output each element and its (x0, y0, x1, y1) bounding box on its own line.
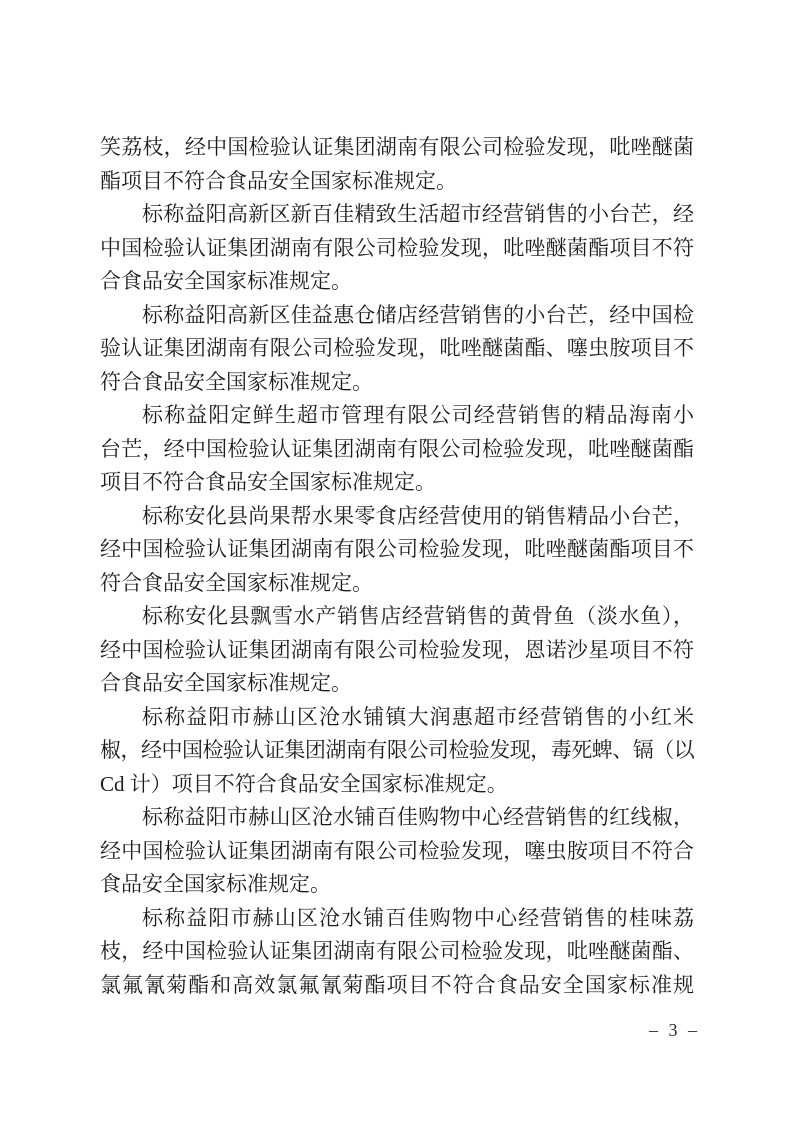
text-line: 标称益阳定鲜生超市管理有限公司经营销售的精品海南小 (142, 403, 694, 427)
text-line: 标称安化县飘雪水产销售店经营销售的黄骨鱼（淡水鱼）， (142, 604, 694, 628)
text-line: 合食品安全国家标准规定。 (100, 269, 352, 293)
text-line: 中国检验认证集团湖南有限公司检验发现，吡唑醚菌酯项目不符 (100, 235, 694, 260)
text-line: 经中国检验认证集团湖南有限公司检验发现，吡唑醚菌酯项目不 (100, 537, 694, 561)
text-line: 酯项目不符合食品安全国家标准规定。 (100, 168, 457, 193)
text-line: 枝，经中国检验认证集团湖南有限公司检验发现，吡唑醚菌酯、 (100, 939, 694, 963)
text-line: 符合食品安全国家标准规定。 (100, 570, 373, 595)
text-line: 验认证集团湖南有限公司检验发现，吡唑醚菌酯、噻虫胺项目不 (100, 336, 694, 360)
page-number: – 3 – (649, 1020, 700, 1040)
text-line: 标称益阳高新区佳益惠仓储店经营销售的小台芒，经中国检 (142, 302, 694, 327)
text-line: 椒，经中国检验认证集团湖南有限公司检验发现，毒死蜱、镉（以 (100, 738, 694, 762)
text-line: 氯氟氰菊酯和高效氯氟氰菊酯项目不符合食品安全国家标准规 (100, 972, 694, 997)
text-line: 项目不符合食品安全国家标准规定。 (100, 470, 436, 494)
text-line: 标称益阳市赫山区沧水铺百佳购物中心经营销售的桂味荔 (142, 905, 694, 930)
text-line: 标称益阳高新区新百佳精致生活超市经营销售的小台芒，经 (142, 202, 694, 226)
text-line: 合食品安全国家标准规定。 (100, 671, 352, 695)
document-body (100, 131, 694, 1002)
text-line: 经中国检验认证集团湖南有限公司检验发现，恩诺沙星项目不符 (100, 637, 694, 662)
text-line: 符合食品安全国家标准规定。 (100, 369, 373, 394)
text-line: 标称益阳市赫山区沧水铺镇大润惠超市经营销售的小红米 (142, 704, 694, 729)
text-line: 笑荔枝，经中国检验认证集团湖南有限公司检验发现，吡唑醚菌 (100, 135, 694, 159)
text-line: 经中国检验认证集团湖南有限公司检验发现，噻虫胺项目不符合 (100, 838, 694, 863)
text-line: 食品安全国家标准规定。 (100, 872, 331, 896)
text-line: 台芒，经中国检验认证集团湖南有限公司检验发现，吡唑醚菌酯 (100, 436, 694, 461)
text-line: 标称安化县尚果帮水果零食店经营使用的销售精品小台芒， (142, 503, 694, 528)
text-line: 标称益阳市赫山区沧水铺百佳购物中心经营销售的红线椒， (142, 805, 694, 829)
text-line: Cd 计）项目不符合食品安全国家标准规定。 (100, 771, 508, 796)
